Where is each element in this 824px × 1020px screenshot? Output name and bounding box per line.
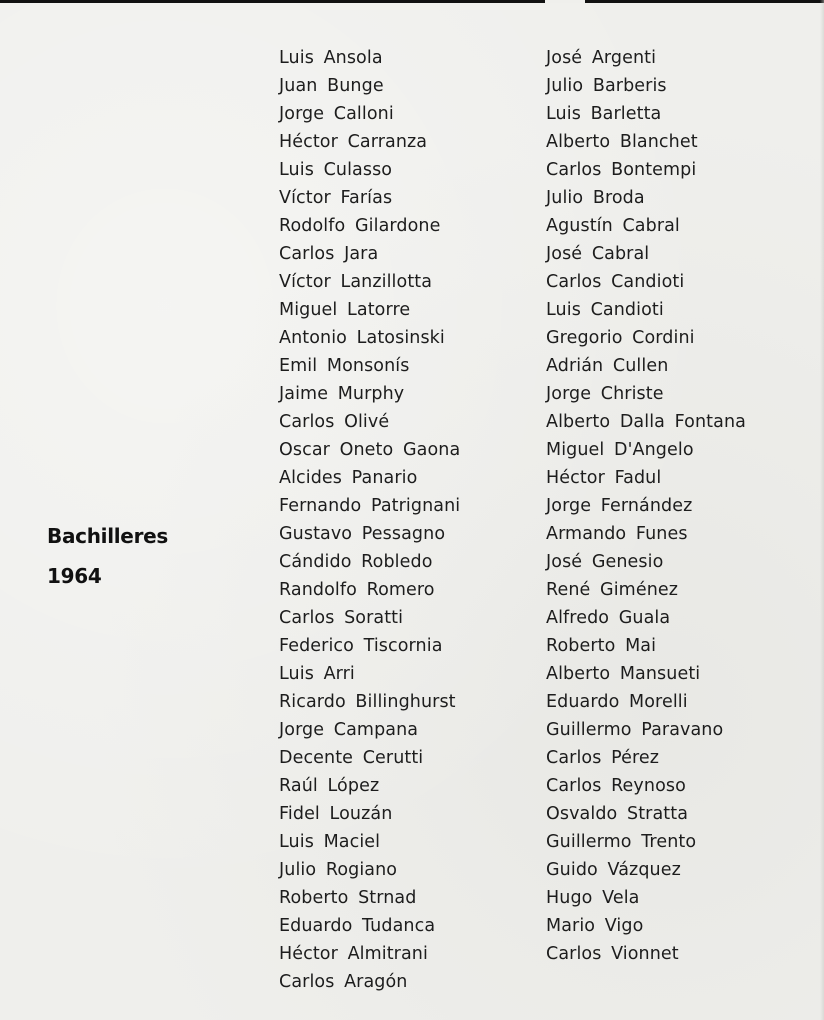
name-list-item: Eduardo Tudanca [279,916,436,936]
name-list-item: Luis Arri [279,664,355,684]
name-list-item: Víctor Farías [279,188,393,208]
name-list-item: Cándido Robledo [279,552,433,572]
name-list-item: Luis Ansola [279,48,383,68]
name-list-item: Jorge Campana [279,720,419,740]
name-list-item: Hugo Vela [546,888,640,908]
name-list-item: Guido Vázquez [546,860,681,880]
name-list-item: Fernando Patrignani [279,496,461,516]
name-list-item: Alberto Blanchet [546,132,698,152]
name-list-item: Héctor Carranza [279,132,428,152]
name-list-item: Juan Bunge [279,76,384,96]
name-list-item: Adrián Cullen [546,356,669,376]
name-list-item: Miguel D'Angelo [546,440,694,460]
name-list-item: Carlos Vionnet [546,944,679,964]
name-list-item: Federico Tiscornia [279,636,443,656]
name-list-item: Carlos Olivé [279,412,390,432]
name-list-item: Héctor Fadul [546,468,662,488]
name-list-item: Luis Candioti [546,300,664,320]
name-list-item: Héctor Almitrani [279,944,428,964]
name-list-item: Alberto Dalla Fontana [546,412,746,432]
name-list-item: Armando Funes [546,524,688,544]
name-list-item: Decente Cerutti [279,748,424,768]
name-list-item: Carlos Aragón [279,972,408,992]
name-list-item: Carlos Reynoso [546,776,686,796]
scan-right-shadow [820,0,824,1020]
name-list-item: Alfredo Guala [546,608,671,628]
name-list-item: Víctor Lanzillotta [279,272,433,292]
name-list-item: Guillermo Trento [546,832,697,852]
name-list-item: Ricardo Billinghurst [279,692,456,712]
name-list-item: Oscar Oneto Gaona [279,440,461,460]
name-list-item: Jaime Murphy [279,384,405,404]
section-heading [47,516,168,596]
name-list-item: Jorge Calloni [279,104,394,124]
name-list-item: Carlos Pérez [546,748,660,768]
name-list-item: Carlos Soratti [279,608,404,628]
name-list-item: Rodolfo Gilardone [279,216,441,236]
heading-year: 1964 [47,564,102,588]
name-list-item: Julio Rogiano [279,860,398,880]
name-list-item: José Genesio [546,552,664,572]
name-list-item: Miguel Latorre [279,300,411,320]
name-list-item: Fidel Louzán [279,804,393,824]
name-list-item: Gustavo Pessagno [279,524,446,544]
name-list-item: Eduardo Morelli [546,692,688,712]
name-list-item: Randolfo Romero [279,580,435,600]
name-list-item: Carlos Jara [279,244,379,264]
name-list-item: Raúl López [279,776,380,796]
scan-top-edge [0,0,824,3]
name-list-item: Carlos Candioti [546,272,685,292]
name-list-item: Jorge Christe [546,384,664,404]
name-list-item: Carlos Bontempi [546,160,697,180]
name-list-item: Alcides Panario [279,468,418,488]
name-list-item: Julio Barberis [546,76,667,96]
name-list-item: Guillermo Paravano [546,720,724,740]
name-list-item: Emil Monsonís [279,356,410,376]
name-list-item: José Argenti [546,48,657,68]
heading-title: Bachilleres [47,524,168,548]
names-column-right [546,44,746,968]
name-list-item: Luis Maciel [279,832,381,852]
name-list-item: Julio Broda [546,188,645,208]
name-list-item: Luis Barletta [546,104,662,124]
name-list-item: Gregorio Cordini [546,328,695,348]
name-list-item: Jorge Fernández [546,496,693,516]
name-list-item: René Giménez [546,580,679,600]
name-list-item: Luis Culasso [279,160,393,180]
name-list-item: Agustín Cabral [546,216,680,236]
name-list-item: Roberto Mai [546,636,657,656]
scan-top-edge-gap [545,0,585,3]
name-list-item: Alberto Mansueti [546,664,701,684]
name-list-item: Antonio Latosinski [279,328,445,348]
name-list-item: Roberto Strnad [279,888,417,908]
name-list-item: Osvaldo Stratta [546,804,689,824]
names-column-left [279,44,460,996]
name-list-item: Mario Vigo [546,916,644,936]
name-list-item: José Cabral [546,244,650,264]
